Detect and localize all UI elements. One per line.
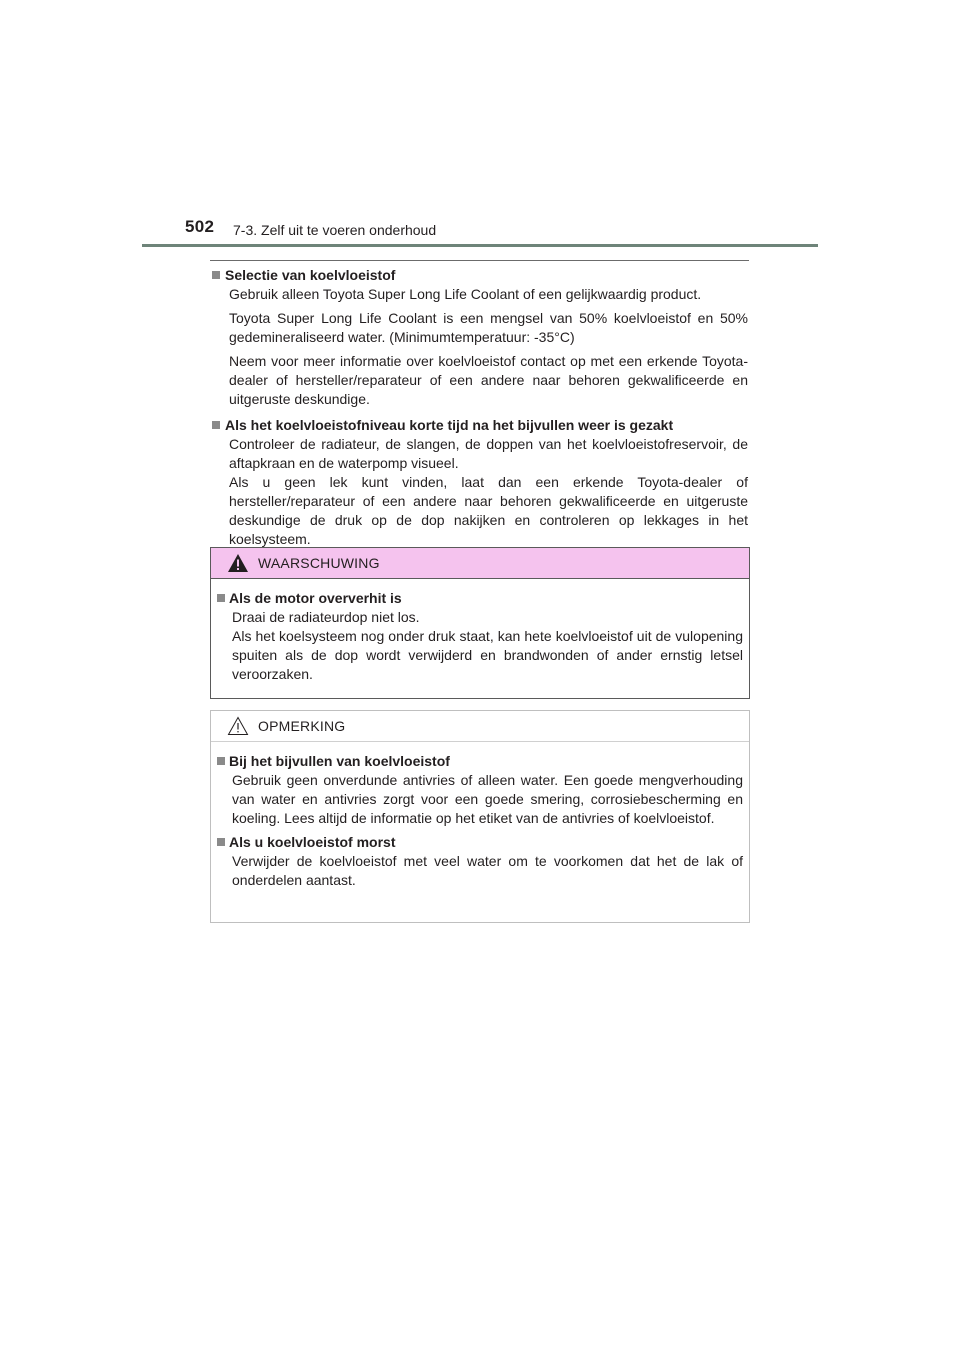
paragraph: Als u geen lek kunt vinden, laat dan een erkende Toyota-dealer of hersteller/reparateur of een andere naar behoren gekwalificeerde en uitgeruste deskundige de druk op de dop nakijken en controleren op lekkages in het koelsysteem. bbox=[229, 474, 748, 547]
section-heading-text: Als het koelvloeistofniveau korte tijd na het bijvullen weer is gezakt bbox=[225, 417, 674, 433]
paragraph: Toyota Super Long Life Coolant is een mengsel van 50% koelvloeistof en 50% gedemineraliseerd water. (Minimumtemperatuur: -35°C) bbox=[229, 310, 748, 345]
main-content bbox=[212, 266, 748, 549]
square-bullet-icon bbox=[217, 594, 225, 602]
notice-item-heading bbox=[217, 833, 743, 852]
notice-item-heading-text: Bij het bijvullen van koelvloeistof bbox=[229, 753, 450, 769]
section-title: 7-3. Zelf uit te voeren onderhoud bbox=[233, 222, 437, 238]
square-bullet-icon bbox=[212, 271, 220, 279]
section-heading bbox=[212, 416, 748, 435]
notice-item-heading-text: Als u koelvloeistof morst bbox=[229, 834, 396, 850]
warning-title: WAARSCHUWING bbox=[258, 555, 380, 571]
paragraph: Neem voor meer informatie over koelvloeistof contact op met een erkende Toyota-dealer of hersteller/reparateur of een andere naar behoren gekwalificeerde en uitgeruste deskundige. bbox=[229, 353, 748, 407]
warning-item-heading bbox=[217, 589, 743, 608]
section-heading-text: Selectie van koelvloeistof bbox=[225, 267, 396, 283]
warning-body bbox=[211, 579, 749, 684]
paragraph: Als het koelsysteem nog onder druk staat, kan hete koelvloeistof uit de vulopening spuiten als de dop wordt verwijderd en brandwonden of ander ernstig letsel veroorzaken. bbox=[232, 628, 743, 682]
paragraph: Controleer de radiateur, de slangen, de doppen van het koelvloeistofreservoir, de aftapkraan en de waterpomp visueel. bbox=[229, 436, 748, 471]
warning-header bbox=[211, 548, 749, 579]
warning-item-heading-text: Als de motor oververhit is bbox=[229, 590, 402, 606]
warning-triangle-icon bbox=[227, 553, 249, 573]
notice-body bbox=[211, 742, 749, 890]
paragraph: Gebruik geen onverdunde antivries of alleen water. Een goede mengverhouding van water en antivries zorgt voor een goede smering, corrosiebescherming en koeling. Lees altijd de informatie op het etiket van de antivries of koelvloeistof. bbox=[232, 772, 743, 826]
header-rule bbox=[142, 244, 818, 247]
section-heading bbox=[212, 266, 748, 285]
notice-item-heading bbox=[217, 752, 743, 771]
paragraph: Gebruik alleen Toyota Super Long Life Coolant of een gelijkwaardig product. bbox=[229, 286, 702, 302]
notice-triangle-icon bbox=[227, 716, 249, 736]
warning-box bbox=[210, 547, 750, 699]
notice-title: OPMERKING bbox=[258, 718, 346, 734]
content-rule bbox=[210, 260, 749, 261]
square-bullet-icon bbox=[217, 757, 225, 765]
paragraph: Draai de radiateurdop niet los. bbox=[232, 609, 420, 625]
square-bullet-icon bbox=[212, 421, 220, 429]
notice-header bbox=[211, 711, 749, 742]
notice-box bbox=[210, 710, 750, 923]
square-bullet-icon bbox=[217, 838, 225, 846]
paragraph: Verwijder de koelvloeistof met veel water om te voorkomen dat het de lak of onderdelen aantast. bbox=[232, 853, 743, 888]
page-number: 502 bbox=[185, 217, 215, 236]
